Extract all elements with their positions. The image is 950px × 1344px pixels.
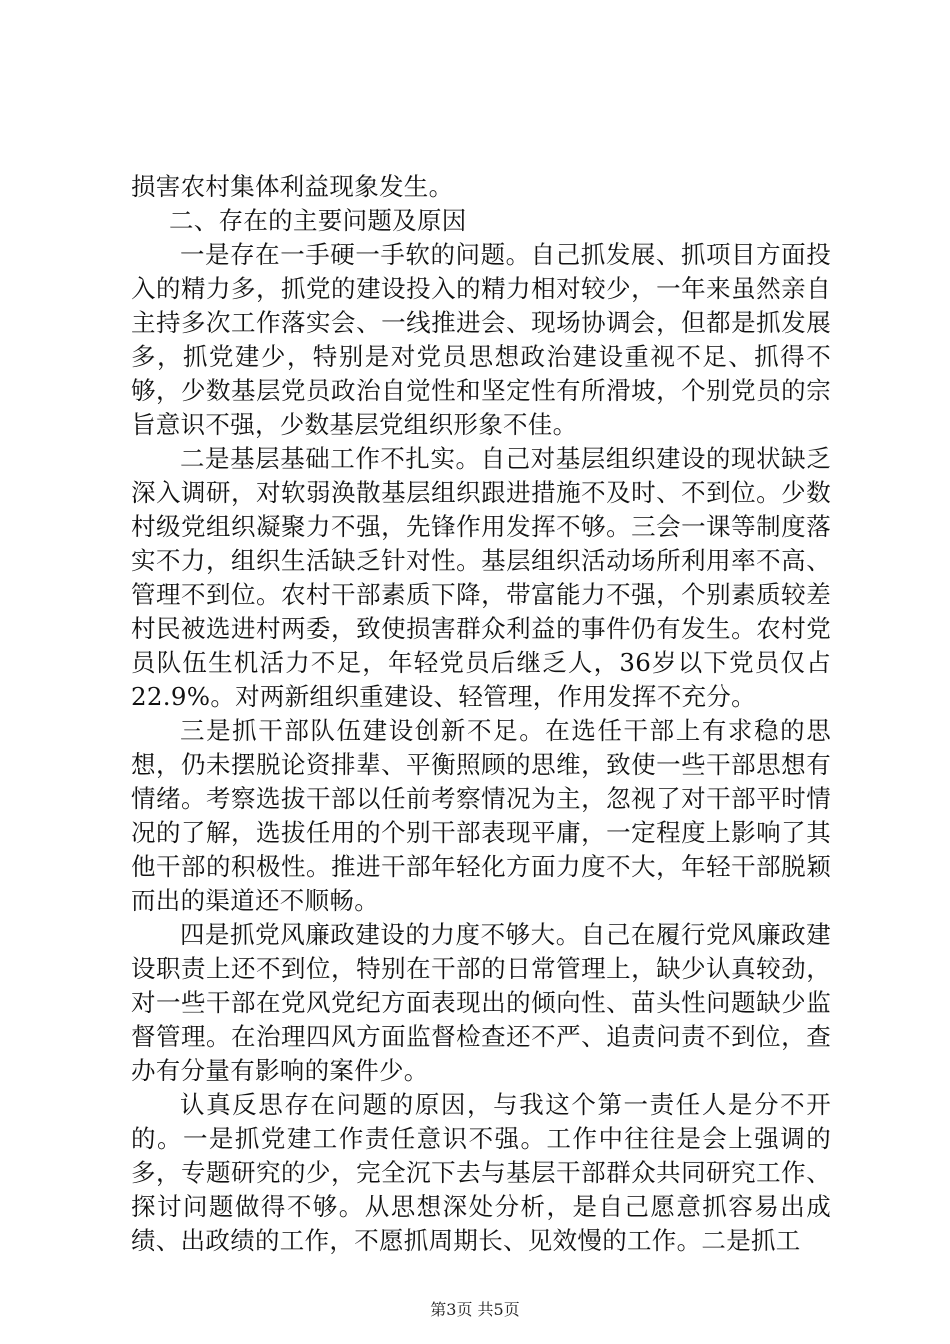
paragraph-problem-1: 一是存在一手硬一手软的问题。自己抓发展、抓项目方面投入的精力多，抓党的建设投入的精力相对较少，一年来虽然亲自主持多次工作落实会、一线推进会、现场协调会，但都是抓发展多，抓党建少，特别是对党员思想政治建设重视不足、抓得不够，少数基层党员政治自觉性和坚定性有所滑坡，个别党员的宗旨意识不强，少数基层党组织形象不佳。 [131,240,831,439]
paragraph-reflection: 认真反思存在问题的原因，与我这个第一责任人是分不开的。一是抓党建工作责任意识不强。工作中往往是会上强调的多，专题研究的少，完全沉下去与基层干部群众共同研究工作、探讨问题做得不够。从思想深处分析，是自己愿意抓容易出成绩、出政绩的工作，不愿抓周期长、见效慢的工作。二是抓工 [131,1090,831,1255]
paragraph-continuation: 损害农村集体利益现象发生。 [131,172,454,201]
paragraph-problem-2: 二是基层基础工作不扎实。自己对基层组织建设的现状缺乏深入调研，对软弱涣散基层组织跟进措施不及时、不到位。少数村级党组织凝聚力不强，先锋作用发挥不够。三会一课等制度落实不力，组织生活缺乏针对性。基层组织活动场所利用率不高、管理不到位。农村干部素质下降，带富能力不强，个别素质较差村民被选进村两委，致使损害群众利益的事件仍有发生。农村党员队伍生机活力不足，年轻党员后继乏人，36岁以下党员仅占22.9%。对两新组织重建设、轻管理，作用发挥不充分。 [131,444,831,711]
page-number-footer: 第3页 共5页 [430,1300,520,1319]
section-heading: 二、存在的主要问题及原因 [168,206,467,235]
paragraph-problem-3: 三是抓干部队伍建设创新不足。在选任干部上有求稳的思想，仍未摆脱论资排辈、平衡照顾的思维，致使一些干部思想有情绪。考察选拔干部以任前考察情况为主，忽视了对干部平时情况的了解，选拔任用的个别干部表现平庸，一定程度上影响了其他干部的积极性。推进干部年轻化方面力度不大，年轻干部脱颖而出的渠道还不顺畅。 [131,716,831,915]
paragraph-problem-4: 四是抓党风廉政建设的力度不够大。自己在履行党风廉政建设职责上还不到位，特别在干部的日常管理上，缺少认真较劲，对一些干部在党风党纪方面表现出的倾向性、苗头性问题缺少监督管理。在治理四风方面监督检查还不严、追责问责不到位，查办有分量有影响的案件少。 [131,920,831,1085]
document-body [131,170,831,1258]
